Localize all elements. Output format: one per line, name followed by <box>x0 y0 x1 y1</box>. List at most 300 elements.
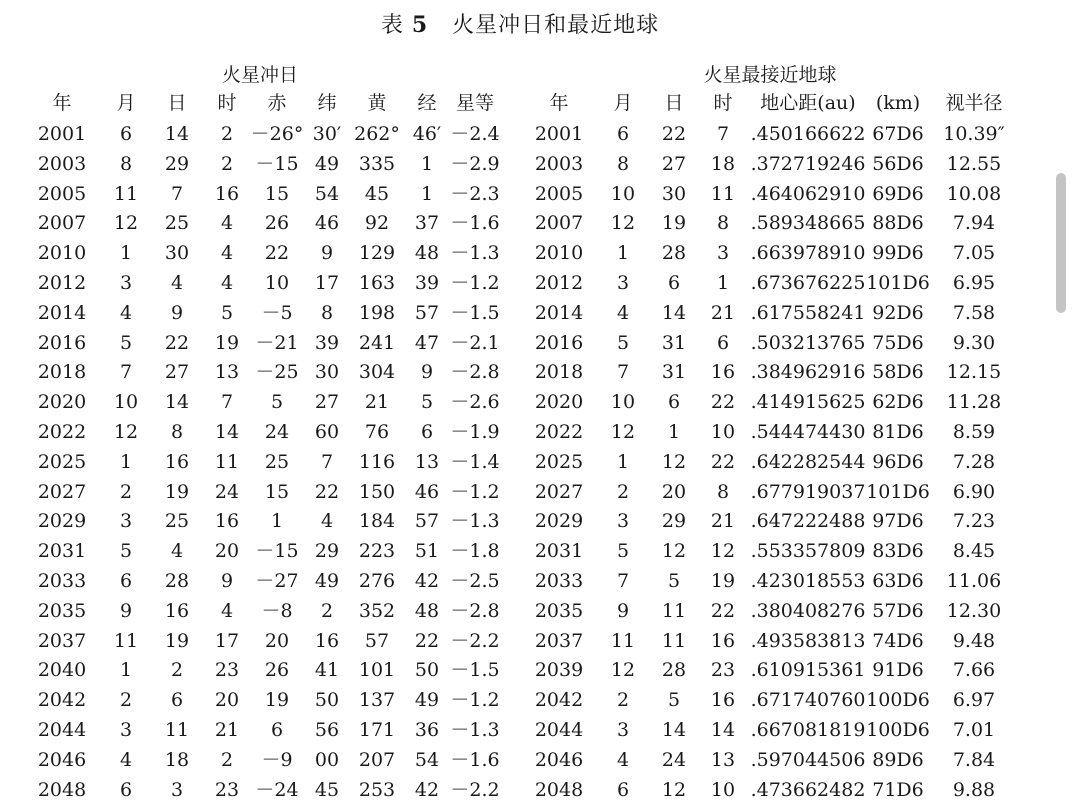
cell-apparent-radius: 10.08 <box>946 182 1002 205</box>
cell-approach-hour: 10 <box>710 421 736 443</box>
cell-distance-km: 69D6 <box>872 182 924 205</box>
cell-opposition-year: 2025 <box>37 450 87 473</box>
cell-approach-hour: 21 <box>710 510 736 533</box>
table-row <box>0 387 1040 417</box>
cell-longitude-degrees: 163 <box>358 272 396 294</box>
cell-declination-minutes: 8 <box>320 301 334 324</box>
cell-apparent-radius: 7.66 <box>952 659 996 682</box>
cell-distance-km: 57D6 <box>872 599 924 622</box>
cell-opposition-hour: 11 <box>214 450 240 473</box>
cell-longitude-degrees: 223 <box>358 540 396 563</box>
cell-opposition-hour: 4 <box>220 212 234 235</box>
cell-longitude-minutes: 1 <box>420 152 434 175</box>
cell-approach-month: 7 <box>616 361 630 384</box>
cell-approach-month: 12 <box>610 212 636 235</box>
cell-approach-month: 3 <box>616 510 630 533</box>
cell-declination-minutes: 9 <box>320 242 334 265</box>
cell-declination-minutes: 27 <box>314 391 340 414</box>
cell-opposition-month: 10 <box>113 391 139 414</box>
header-geocentric-distance-au: 地心距(au) <box>760 92 856 114</box>
cell-declination-minutes: 46 <box>314 212 340 235</box>
scrollbar-thumb[interactable] <box>1056 173 1066 313</box>
cell-magnitude: －1.2 <box>450 689 500 712</box>
cell-opposition-day: 8 <box>170 421 184 443</box>
cell-approach-month: 9 <box>616 599 630 622</box>
cell-opposition-hour: 9 <box>220 570 234 592</box>
cell-opposition-hour: 20 <box>214 540 240 563</box>
table-row <box>0 447 1040 477</box>
cell-opposition-day: 9 <box>170 301 184 324</box>
cell-opposition-day: 25 <box>164 212 190 235</box>
cell-approach-month: 5 <box>616 331 630 354</box>
cell-distance-au: .414915625 <box>750 391 866 414</box>
cell-declination-degrees: －24 <box>255 778 299 801</box>
cell-magnitude: －1.2 <box>450 480 500 503</box>
cell-approach-month: 3 <box>616 719 630 741</box>
cell-distance-km: 92D6 <box>872 301 924 324</box>
cell-distance-km: 56D6 <box>872 152 924 175</box>
cell-declination-minutes: 49 <box>314 570 340 592</box>
cell-longitude-minutes: 49 <box>414 689 440 712</box>
cell-approach-month: 2 <box>616 689 630 712</box>
cell-approach-year: 2007 <box>534 212 584 235</box>
cell-longitude-degrees: 207 <box>358 748 396 771</box>
cell-approach-month: 10 <box>610 391 636 414</box>
cell-apparent-radius: 6.90 <box>952 480 996 503</box>
cell-apparent-radius: 6.95 <box>952 272 996 294</box>
cell-approach-day: 31 <box>661 331 687 354</box>
cell-declination-minutes: 49 <box>314 152 340 175</box>
cell-declination-degrees: 6 <box>270 719 284 741</box>
cell-approach-year: 2033 <box>534 570 584 592</box>
cell-declination-minutes: 39 <box>314 331 340 354</box>
cell-opposition-year: 2005 <box>37 182 87 205</box>
cell-longitude-degrees: 304 <box>358 361 396 384</box>
cell-declination-degrees: －15 <box>255 540 299 563</box>
cell-approach-year: 2035 <box>534 599 584 622</box>
cell-distance-km: 91D6 <box>872 659 924 682</box>
cell-apparent-radius: 9.88 <box>952 778 996 801</box>
cell-approach-year: 2022 <box>534 421 584 443</box>
cell-opposition-month: 12 <box>113 212 139 235</box>
cell-longitude-degrees: 137 <box>358 689 396 712</box>
cell-opposition-month: 3 <box>119 510 133 533</box>
cell-distance-au: .544474430 <box>750 421 866 443</box>
cell-longitude-minutes: 47 <box>414 331 440 354</box>
cell-magnitude: －1.4 <box>450 450 500 473</box>
cell-approach-year: 2029 <box>534 510 584 533</box>
header-declination: 赤 <box>267 92 287 114</box>
cell-approach-month: 1 <box>616 450 630 473</box>
cell-opposition-year: 2040 <box>37 659 87 682</box>
cell-distance-au: .647222488 <box>750 510 866 533</box>
cell-longitude-minutes: 54 <box>414 748 440 771</box>
cell-approach-day: 24 <box>661 748 687 771</box>
cell-opposition-year: 2003 <box>37 152 87 175</box>
cell-approach-day: 14 <box>661 301 687 324</box>
cell-longitude-degrees: 276 <box>358 570 396 592</box>
cell-opposition-month: 5 <box>119 331 133 354</box>
cell-approach-hour: 3 <box>716 242 730 265</box>
cell-approach-day: 14 <box>661 719 687 741</box>
cell-longitude-minutes: 6 <box>420 421 434 443</box>
header-approach-hour: 时 <box>713 92 733 114</box>
cell-declination-degrees: －5 <box>261 301 293 324</box>
cell-distance-km: 100D6 <box>866 689 930 712</box>
cell-opposition-day: 29 <box>164 152 190 175</box>
cell-declination-degrees: 26 <box>264 659 290 682</box>
cell-magnitude: －2.3 <box>450 182 500 205</box>
cell-approach-day: 19 <box>661 212 687 235</box>
cell-longitude-degrees: 45 <box>364 182 390 205</box>
cell-approach-hour: 22 <box>710 599 736 622</box>
cell-opposition-year: 2027 <box>37 480 87 503</box>
cell-distance-au: .493583813 <box>750 629 866 652</box>
cell-declination-minutes: 41 <box>314 659 340 682</box>
cell-magnitude: －1.3 <box>450 242 500 265</box>
cell-declination-minutes: 00 <box>314 748 340 771</box>
table-row <box>0 119 1040 149</box>
cell-longitude-degrees: 57 <box>364 629 390 652</box>
cell-distance-au: .589348665 <box>750 212 866 235</box>
cell-magnitude: －1.8 <box>450 540 500 563</box>
cell-approach-hour: 22 <box>710 391 736 414</box>
cell-distance-km: 62D6 <box>872 391 924 414</box>
cell-declination-degrees: 25 <box>264 450 290 473</box>
cell-longitude-minutes: 42 <box>414 570 440 592</box>
cell-opposition-day: 22 <box>164 331 190 354</box>
cell-distance-au: .671740760 <box>750 689 866 712</box>
cell-longitude-degrees: 352 <box>358 599 396 622</box>
cell-approach-day: 12 <box>661 450 687 473</box>
cell-opposition-hour: 23 <box>214 659 240 682</box>
cell-approach-month: 6 <box>616 123 630 145</box>
cell-approach-year: 2048 <box>534 778 584 801</box>
cell-longitude-minutes: 39 <box>414 272 440 294</box>
cell-approach-day: 22 <box>661 123 687 145</box>
cell-opposition-month: 6 <box>119 570 133 592</box>
cell-distance-km: 101D6 <box>866 480 930 503</box>
column-header-row <box>0 88 1040 118</box>
cell-longitude-degrees: 21 <box>364 391 390 414</box>
table-row <box>0 298 1040 328</box>
cell-distance-km: 71D6 <box>872 778 924 801</box>
cell-opposition-hour: 2 <box>220 123 234 145</box>
cell-opposition-day: 14 <box>164 123 190 145</box>
cell-opposition-hour: 13 <box>214 361 240 384</box>
cell-approach-year: 2031 <box>534 540 584 563</box>
cell-magnitude: －1.6 <box>450 748 500 771</box>
cell-longitude-degrees: 92 <box>364 212 390 235</box>
cell-approach-year: 2020 <box>534 391 584 414</box>
cell-opposition-day: 28 <box>164 570 190 592</box>
cell-opposition-day: 18 <box>164 748 190 771</box>
cell-approach-month: 4 <box>616 748 630 771</box>
cell-opposition-hour: 16 <box>214 182 240 205</box>
cell-distance-au: .380408276 <box>750 599 866 622</box>
header-day: 日 <box>167 92 187 114</box>
cell-approach-year: 2018 <box>534 361 584 384</box>
cell-magnitude: －2.5 <box>450 570 500 592</box>
cell-opposition-hour: 23 <box>214 778 240 801</box>
cell-apparent-radius: 7.05 <box>952 242 996 265</box>
cell-apparent-radius: 7.01 <box>952 719 996 741</box>
table-row <box>0 238 1040 268</box>
cell-longitude-minutes: 22 <box>414 629 440 652</box>
cell-opposition-year: 2018 <box>37 361 87 384</box>
cell-opposition-day: 16 <box>164 450 190 473</box>
cell-distance-km: 101D6 <box>866 272 930 294</box>
cell-apparent-radius: 12.30 <box>946 599 1002 622</box>
cell-longitude-degrees: 171 <box>358 719 396 741</box>
cell-approach-year: 2044 <box>534 719 584 741</box>
cell-magnitude: －2.2 <box>450 778 500 801</box>
cell-opposition-hour: 4 <box>220 599 234 622</box>
cell-distance-km: 81D6 <box>872 421 924 443</box>
cell-opposition-year: 2010 <box>37 242 87 265</box>
cell-opposition-month: 3 <box>119 272 133 294</box>
cell-opposition-day: 3 <box>170 778 184 801</box>
cell-distance-au: .503213765 <box>750 331 866 354</box>
cell-magnitude: －1.5 <box>450 659 500 682</box>
cell-distance-km: 88D6 <box>872 212 924 235</box>
cell-approach-month: 8 <box>616 152 630 175</box>
cell-longitude-minutes: 48 <box>414 242 440 265</box>
cell-declination-degrees: －21 <box>255 331 299 354</box>
cell-approach-year: 2003 <box>534 152 584 175</box>
cell-distance-au: .617558241 <box>750 301 866 324</box>
cell-magnitude: －2.1 <box>450 331 500 354</box>
cell-distance-au: .473662482 <box>750 778 866 801</box>
cell-distance-km: 97D6 <box>872 510 924 533</box>
cell-opposition-month: 11 <box>113 629 139 652</box>
cell-opposition-month: 12 <box>113 421 139 443</box>
cell-apparent-radius: 7.23 <box>952 510 996 533</box>
cell-opposition-year: 2012 <box>37 272 87 294</box>
cell-approach-hour: 23 <box>710 659 736 682</box>
cell-distance-km: 74D6 <box>872 629 924 652</box>
table-row <box>0 685 1040 715</box>
cell-distance-km: 67D6 <box>872 123 924 145</box>
cell-approach-year: 2010 <box>534 242 584 265</box>
cell-distance-au: .464062910 <box>750 182 866 205</box>
cell-longitude-degrees: 150 <box>358 480 396 503</box>
cell-approach-day: 12 <box>661 778 687 801</box>
cell-opposition-hour: 20 <box>214 689 240 712</box>
cell-approach-month: 3 <box>616 272 630 294</box>
table-row <box>0 328 1040 358</box>
cell-opposition-year: 2016 <box>37 331 87 354</box>
cell-opposition-month: 4 <box>119 301 133 324</box>
cell-declination-degrees: 15 <box>264 182 290 205</box>
table-row <box>0 179 1040 209</box>
cell-declination-degrees: 15 <box>264 480 290 503</box>
cell-magnitude: －1.9 <box>450 421 500 443</box>
cell-longitude-degrees: 101 <box>358 659 396 682</box>
cell-magnitude: －1.2 <box>450 272 500 294</box>
cell-opposition-month: 11 <box>113 182 139 205</box>
cell-approach-day: 30 <box>661 182 687 205</box>
cell-approach-month: 4 <box>616 301 630 324</box>
cell-opposition-year: 2035 <box>37 599 87 622</box>
cell-approach-day: 1 <box>667 421 681 443</box>
cell-distance-au: .372719246 <box>750 152 866 175</box>
cell-opposition-day: 11 <box>164 719 190 741</box>
cell-opposition-month: 2 <box>119 480 133 503</box>
cell-opposition-year: 2029 <box>37 510 87 533</box>
cell-approach-day: 6 <box>667 272 681 294</box>
cell-opposition-year: 2046 <box>37 748 87 771</box>
cell-approach-hour: 13 <box>710 748 736 771</box>
cell-opposition-month: 7 <box>119 361 133 384</box>
cell-declination-degrees: 26 <box>264 212 290 235</box>
cell-approach-day: 20 <box>661 480 687 503</box>
cell-apparent-radius: 11.06 <box>946 570 1002 592</box>
cell-longitude-degrees: 116 <box>358 450 396 473</box>
cell-declination-degrees: －26° <box>250 123 304 145</box>
cell-approach-day: 5 <box>667 689 681 712</box>
cell-apparent-radius: 7.84 <box>952 748 996 771</box>
header-approach-year: 年 <box>549 92 569 114</box>
cell-approach-year: 2005 <box>534 182 584 205</box>
cell-opposition-hour: 7 <box>220 391 234 414</box>
cell-apparent-radius: 12.55 <box>946 152 1002 175</box>
cell-declination-degrees: 24 <box>264 421 290 443</box>
cell-longitude-minutes: 46 <box>414 480 440 503</box>
cell-magnitude: －2.8 <box>450 361 500 384</box>
cell-longitude-degrees: 241 <box>358 331 396 354</box>
cell-declination-degrees: 22 <box>264 242 290 265</box>
cell-approach-hour: 1 <box>716 272 730 294</box>
cell-opposition-year: 2037 <box>37 629 87 652</box>
cell-distance-km: 99D6 <box>872 242 924 265</box>
cell-opposition-year: 2044 <box>37 719 87 741</box>
table-row <box>0 208 1040 238</box>
table-row <box>0 357 1040 387</box>
cell-magnitude: －2.6 <box>450 391 500 414</box>
cell-approach-day: 12 <box>661 540 687 563</box>
cell-opposition-month: 1 <box>119 242 133 265</box>
cell-longitude-degrees: 262° <box>354 123 400 145</box>
cell-approach-hour: 12 <box>710 540 736 563</box>
cell-declination-degrees: 19 <box>264 689 290 712</box>
cell-approach-hour: 21 <box>710 301 736 324</box>
cell-apparent-radius: 7.58 <box>952 301 996 324</box>
cell-opposition-day: 30 <box>164 242 190 265</box>
header-declination-2: 纬 <box>317 92 337 114</box>
cell-opposition-hour: 4 <box>220 242 234 265</box>
header-hour: 时 <box>217 92 237 114</box>
cell-magnitude: －1.5 <box>450 301 500 324</box>
cell-declination-minutes: 54 <box>314 182 340 205</box>
table-row <box>0 536 1040 566</box>
cell-opposition-hour: 16 <box>214 510 240 533</box>
cell-distance-au: .553357809 <box>750 540 866 563</box>
cell-opposition-year: 2007 <box>37 212 87 235</box>
cell-apparent-radius: 8.45 <box>952 540 996 563</box>
table-row <box>0 775 1040 805</box>
cell-longitude-degrees: 129 <box>358 242 396 265</box>
cell-approach-month: 5 <box>616 540 630 563</box>
cell-approach-day: 11 <box>661 629 687 652</box>
cell-distance-au: .667081819 <box>750 719 866 741</box>
cell-approach-month: 12 <box>610 421 636 443</box>
cell-opposition-hour: 21 <box>214 719 240 741</box>
cell-apparent-radius: 11.28 <box>946 391 1002 414</box>
cell-longitude-degrees: 184 <box>358 510 396 533</box>
cell-distance-au: .423018553 <box>750 570 866 592</box>
cell-opposition-year: 2022 <box>37 421 87 443</box>
cell-approach-year: 2012 <box>534 272 584 294</box>
cell-approach-hour: 14 <box>710 719 736 741</box>
table-row <box>0 596 1040 626</box>
cell-opposition-hour: 2 <box>220 748 234 771</box>
cell-apparent-radius: 9.48 <box>952 629 996 652</box>
cell-approach-day: 27 <box>661 152 687 175</box>
cell-declination-degrees: 5 <box>270 391 284 414</box>
cell-distance-km: 89D6 <box>872 748 924 771</box>
cell-approach-hour: 8 <box>716 480 730 503</box>
group-header-closest-approach: 火星最接近地球 <box>703 64 837 86</box>
cell-approach-hour: 11 <box>710 182 736 205</box>
cell-approach-year: 2039 <box>534 659 584 682</box>
header-ecliptic-longitude: 黄 <box>367 92 387 114</box>
header-geocentric-distance-km: (km) <box>875 92 921 114</box>
cell-approach-month: 11 <box>610 629 636 652</box>
cell-approach-day: 11 <box>661 599 687 622</box>
cell-approach-hour: 18 <box>710 152 736 175</box>
cell-opposition-year: 2033 <box>37 570 87 592</box>
cell-longitude-minutes: 57 <box>414 510 440 533</box>
cell-longitude-minutes: 13 <box>414 450 440 473</box>
cell-declination-degrees: 20 <box>264 629 290 652</box>
cell-declination-degrees: 1 <box>270 510 284 533</box>
cell-approach-hour: 22 <box>710 450 736 473</box>
cell-opposition-day: 7 <box>170 182 184 205</box>
cell-distance-au: .677919037 <box>750 480 866 503</box>
cell-opposition-day: 6 <box>170 689 184 712</box>
cell-distance-au: .450166622 <box>750 123 866 145</box>
cell-approach-hour: 6 <box>716 331 730 354</box>
cell-magnitude: －2.9 <box>450 152 500 175</box>
cell-approach-hour: 7 <box>716 123 730 145</box>
cell-opposition-hour: 14 <box>214 421 240 443</box>
cell-opposition-day: 2 <box>170 659 184 682</box>
group-header-opposition: 火星冲日 <box>221 64 298 86</box>
cell-approach-year: 2016 <box>534 331 584 354</box>
cell-longitude-minutes: 37 <box>414 212 440 235</box>
cell-approach-year: 2046 <box>534 748 584 771</box>
cell-magnitude: －1.3 <box>450 510 500 533</box>
table-row <box>0 506 1040 536</box>
cell-opposition-hour: 19 <box>214 331 240 354</box>
cell-opposition-year: 2048 <box>37 778 87 801</box>
cell-longitude-minutes: 42 <box>414 778 440 801</box>
table-row <box>0 566 1040 596</box>
cell-opposition-month: 6 <box>119 778 133 801</box>
cell-opposition-day: 14 <box>164 391 190 414</box>
cell-declination-minutes: 22 <box>314 480 340 503</box>
header-month: 月 <box>116 92 136 114</box>
cell-longitude-degrees: 76 <box>364 421 390 443</box>
cell-approach-day: 28 <box>661 242 687 265</box>
cell-magnitude: －1.6 <box>450 212 500 235</box>
cell-magnitude: －2.2 <box>450 629 500 652</box>
cell-distance-au: .642282544 <box>750 450 866 473</box>
cell-approach-hour: 8 <box>716 212 730 235</box>
table-row <box>0 149 1040 179</box>
cell-declination-minutes: 4 <box>320 510 334 533</box>
